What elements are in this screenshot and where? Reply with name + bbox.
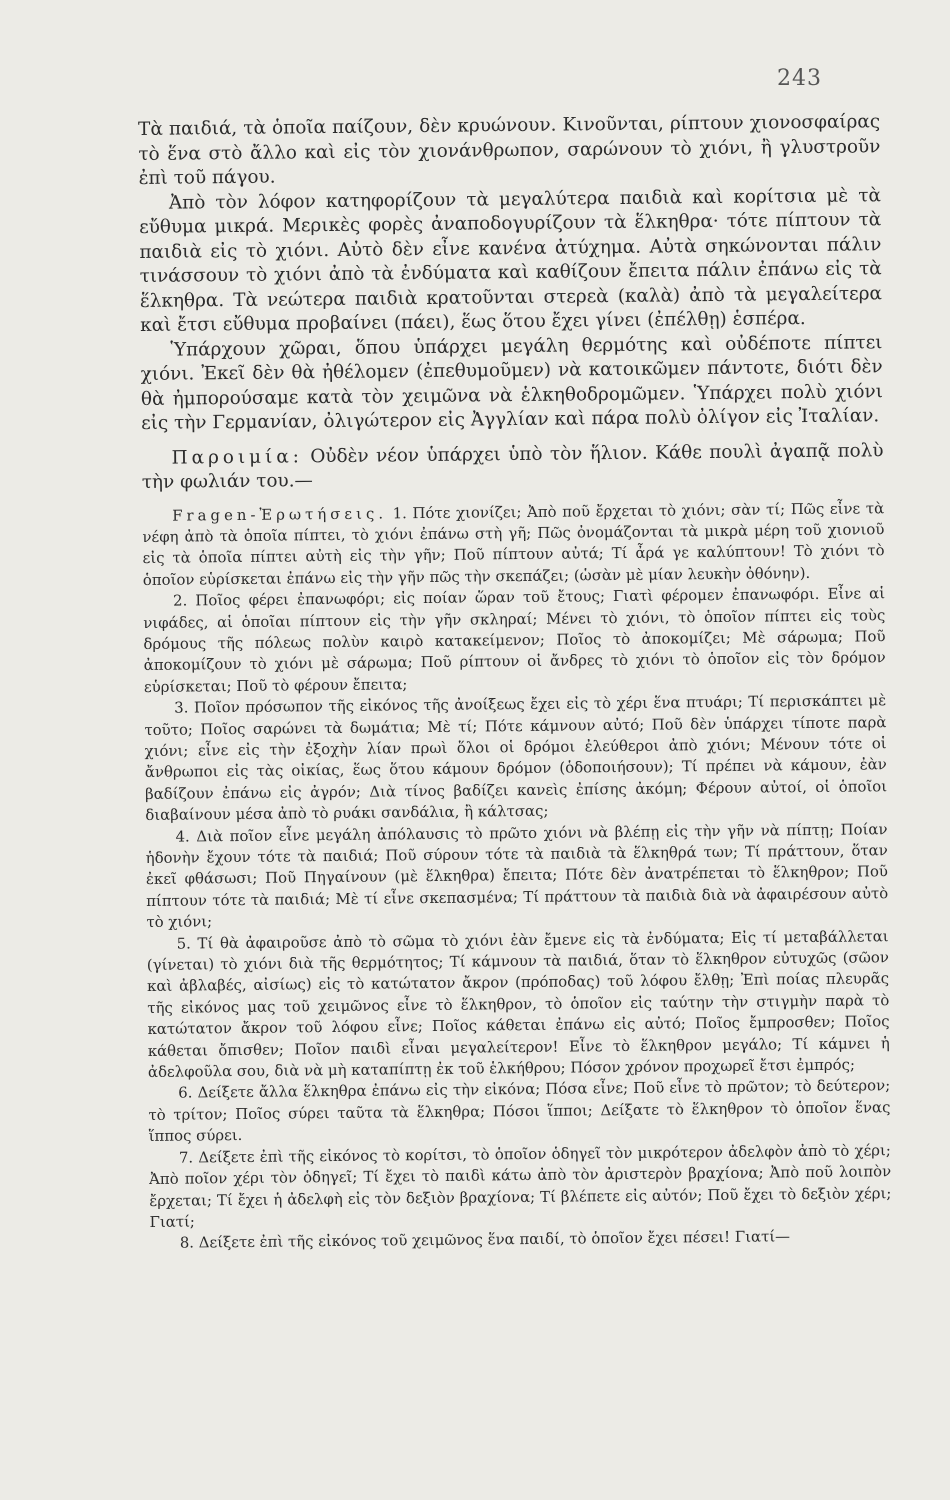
proverb-label: Παροιμία: bbox=[171, 445, 304, 469]
paragraph: Τὰ παιδιά, τὰ ὁποῖα παίζουν, δὲν κρυώνουν. Κινοῦνται, ρίπτουν χιονοσφαίρας τὸ ἕνα στὸ ἄλλο καὶ εἰς τὸν χιονάνθρωπον, σαρώνουν τὸ χιόνι, ἢ γλυστροῦν ἐπὶ τοῦ πάγου. bbox=[138, 111, 881, 189]
text-block bbox=[138, 110, 892, 1254]
questions-label: Fragen-Ἐρωτήσεις. bbox=[172, 503, 388, 525]
paragraph: Ἀπὸ τὸν λόφον κατηφορίζουν τὰ μεγαλύτερα παιδιὰ καὶ κορίτσια μὲ τὰ εὔθυμα μικρά. Μερικὲς φορὲς ἀναποδογυρίζουν τὰ ἕλκηθρα· τότε πίπτουν τὰ παιδιὰ εἰς τὸ χιόνι. Αὐτὸ δὲν εἶνε κανένα ἀτύχημα. Αὐτὰ σηκώνονται πάλιν τινάσσουν τὸ χιόνι ἀπὸ τὰ ἐνδύματα καὶ καθίζουν ἔπειτα πάλιν ἐπάνω εἰς τὰ ἕλκηθρα. Τὰ νεώτερα παιδιὰ κρατοῦνται στερεὰ (καλὰ) ἀπὸ τὰ μεγαλείτερα καὶ ἔτσι εὔθυμα προβαίνει (πάει), ἕως ὅτου ἔχει γίνει (ἐπέλθῃ) ἑσπέρα. bbox=[139, 184, 882, 336]
page-number: 243 bbox=[777, 66, 822, 91]
questions-section bbox=[142, 498, 892, 1255]
question-item: 3. Ποῖον πρόσωπον τῆς εἰκόνος τῆς ἀνοίξεως ἔχει εἰς τὸ χέρι ἕνα πτυάρι; Τί περισκάπτει μὲ τοῦτο; Ποῖος σαρώνει τὰ δωμάτια; Μὲ τί; Πότε κάμνουν αὐτό; Ποῦ δὲν ὑπάρχει τίποτε παρὰ χιόνι; εἶνε εἰς τὴν ἐξοχὴν λίαν πρωὶ ὅλοι οἱ δρόμοι ἐλεύθεροι ἀπὸ χιόνι; Μένουν τότε οἱ ἄνθρωποι εἰς τὰς οἰκίας, ἕως ὅτου κάμουν δρόμον (ὁδοποιήσουν); Τί πρέπει νὰ κάμουν, ἐὰν βαδίζουν ἐπάνω εἰς ἀγρόν; Διὰ τίνος βαδίζει κανεὶς ἐπίσης ἀκόμη; Φέρουν αὐτοί, οἱ ὁποῖοι διαβαίνουν μέσα ἀπὸ τὸ ρυάκι σανδάλια, ἢ κάλτσας; bbox=[144, 691, 888, 825]
proverb-text: Οὐδὲν νέον ὑπάρχει ὑπὸ τὸν ἥλιον. Κάθε πουλὶ ἀγαπᾷ πολὺ τὴν φωλιάν του.— bbox=[141, 439, 884, 493]
question-item: 4. Διὰ ποῖον εἶνε μεγάλη ἀπόλαυσις τὸ πρῶτο χιόνι νὰ βλέπῃ εἰς τὴν γῆν νὰ πίπτῃ; Ποίαν ἡδονὴν ἔχουν τότε τὰ παιδιά; Ποῦ σύρουν τότε τὰ παιδιὰ τὰ ἕλκηθρά των; Τί πράττουν, ὅταν ἐκεῖ φθάσωσι; Ποῦ Πηγαίνουν (μὲ ἕλκηθρα) ἔπειτα; Πότε δὲν ἀνατρέπεται τὸ ἕλκηθρον; Ποῦ πίπτουν τότε τὰ παιδιά; Μὲ τί εἶνε σκεπασμένα; Τί πράττουν τὰ παιδιὰ διὰ νὰ ἀφαιρέσουν αὐτὸ τὸ χιόνι; bbox=[145, 819, 889, 932]
question-item: 8. Δείξετε ἐπὶ τῆς εἰκόνος τοῦ χειμῶνος ἕνα παιδί, τὸ ὁποῖον ἔχει πέσει! Γιατί— bbox=[179, 1227, 791, 1252]
main-text bbox=[138, 110, 883, 436]
question-item: 2. Ποῖος φέρει ἐπανωφόρι; εἰς ποίαν ὥραν τοῦ ἔτους; Γιατὶ φέρομεν ἐπανωφόρι. Εἶνε αἱ νιφάδες, αἱ ὁποῖαι πίπτουν εἰς τὴν γῆν σκληραί; Μένει τὸ χιόνι, τὸ ὁποῖον πίπτει εἰς τοὺς δρόμους τῆς πόλεως πολὺν καιρὸ κατακείμενον; Ποῖος τὸ ἀποκομίζει; Μὲ σάρωμα; Ποῦ ἀποκομίζουν τὸ χιόνι μὲ σάρωμα; Ποῦ ρίπτουν οἱ ἄνδρες τὸ χιόνι τὸ ὁποῖον εἰς τὸν δρόμον εὑρίσκεται; Ποῦ τὸ φέρουν ἔπειτα; bbox=[143, 584, 886, 696]
proverb bbox=[141, 439, 883, 496]
question-item: 5. Τί θὰ ἀφαιροῦσε ἀπὸ τὸ σῶμα τὸ χιόνι ἐὰν ἔμενε εἰς τὰ ἐνδύματα; Εἰς τί μεταβάλλεται (γίνεται) τὸ χιόνι διὰ τῆς θερμότητος; Τί κάμνουν τὰ παιδιά, ὅταν τὸ ἕλκηθρον εὐτυχῶς (σῶον καὶ ἀβλαβές, αἰσίως) εἰς τὸ κατώτατον ἄκρον (πρόποδας) τοῦ λόφου ἔλθῃ; Ἐπὶ ποίας πλευρᾶς τῆς εἰκόνος μας τοῦ χειμῶνος εἶνε τὸ ἕλκηθρον, τὸ ὁποῖον εἰς ταύτην τὴν στιγμὴν παρὰ τὸ κατώτατον ἄκρον τοῦ λόφου εἶνε; Ποῖος κάθεται ἐπάνω εἰς αὐτό; Ποῖος ἔμπροσθεν; Ποῖος κάθεται ὄπισθεν; Ποῖον παιδὶ εἶναι μεγαλείτερον! Εἶνε τὸ ἕλκηθρον μεγάλο; Τί κάμνει ἡ ἀδελφοῦλα σου, διὰ νὰ μὴ καταπίπτῃ ἐκ τοῦ ἑλκήθρου; Πόσον χρόνον προχωρεῖ ἔτσι ἐμπρός; bbox=[146, 926, 890, 1082]
question-item: Fragen-Ἐρωτήσεις. 1. Πότε χιονίζει; Ἀπὸ ποῦ ἔρχεται τὸ χιόνι; σὰν τί; Πῶς εἶνε τὰ νέφη ἀπὸ τὰ ὁποῖα πίπτει, τὸ χιόνι ἐπάνω στὴ γῆ; Πῶς ὀνομάζονται τὰ μικρὰ μέρη τοῦ χιονιοῦ εἰς τὰ ὁποῖα πίπτει αὐτὴ εἰς τὴν γῆν; Ποῦ πίπτουν αὐτά; Τί ἆρά γε καλύπτουν! Τὸ χιόνι τὸ ὁποῖον εὑρίσκεται ἐπάνω εἰς τὴν γῆν πῶς τὴν σκεπάζει; (ὡσὰν μὲ μίαν λευκὴν ὀθόνην). bbox=[142, 498, 885, 589]
paragraph: Ὑπάρχουν χῶραι, ὅπου ὑπάρχει μεγάλη θερμότης καὶ οὐδέποτε πίπτει χιόνι. Ἐκεῖ δὲν θὰ ἠθέλομεν (ἐπεθυμοῦμεν) νὰ κατοικῶμεν πάντοτε, διότι δὲν θὰ ἠμπορούσαμε κατὰ τὸν χειμῶνα νὰ ἑλκηθοδρομῶμεν. Ὑπάρχει πολὺ χιόνι εἰς τὴν Γερμανίαν, ὀλιγώτερον εἰς Ἀγγλίαν καὶ πάρα πολὺ ὀλίγον εἰς Ἰταλίαν. bbox=[140, 331, 884, 434]
question-item: 6. Δείξετε ἄλλα ἕλκηθρα ἐπάνω εἰς τὴν εἰκόνα; Πόσα εἶνε; Ποῦ εἶνε τὸ πρῶτον; τὸ δεύτερον; τὸ τρίτον; Ποῖος σύρει ταῦτα τὰ ἕλκηθρα; Πόσοι ἵπποι; Δείξατε τὸ ἕλκηθρον τὸ ὁποῖον ἕνας ἵππος σύρει. bbox=[148, 1076, 891, 1146]
question-item: 7. Δείξετε ἐπὶ τῆς εἰκόνος τὸ κορίτσι, τὸ ὁποῖον ὁδηγεῖ τὸν μικρότερον ἀδελφὸν ἀπὸ τὸ χέρι; Ἀπὸ ποῖον χέρι τὸν ὁδηγεῖ; Τί ἔχει τὸ παιδὶ κάτω ἀπὸ τὸν ἀριστερὸν βραχίονα; Ἀπὸ ποῦ λοιπὸν ἔρχεται; Τί ἔχει ἡ ἀδελφὴ εἰς τὸν δεξιὸν βραχίονα; Τί βλέπετε εἰς αὐτόν; Ποῦ ἔχει τὸ δεξιὸν χέρι; Γιατί; bbox=[149, 1140, 892, 1231]
